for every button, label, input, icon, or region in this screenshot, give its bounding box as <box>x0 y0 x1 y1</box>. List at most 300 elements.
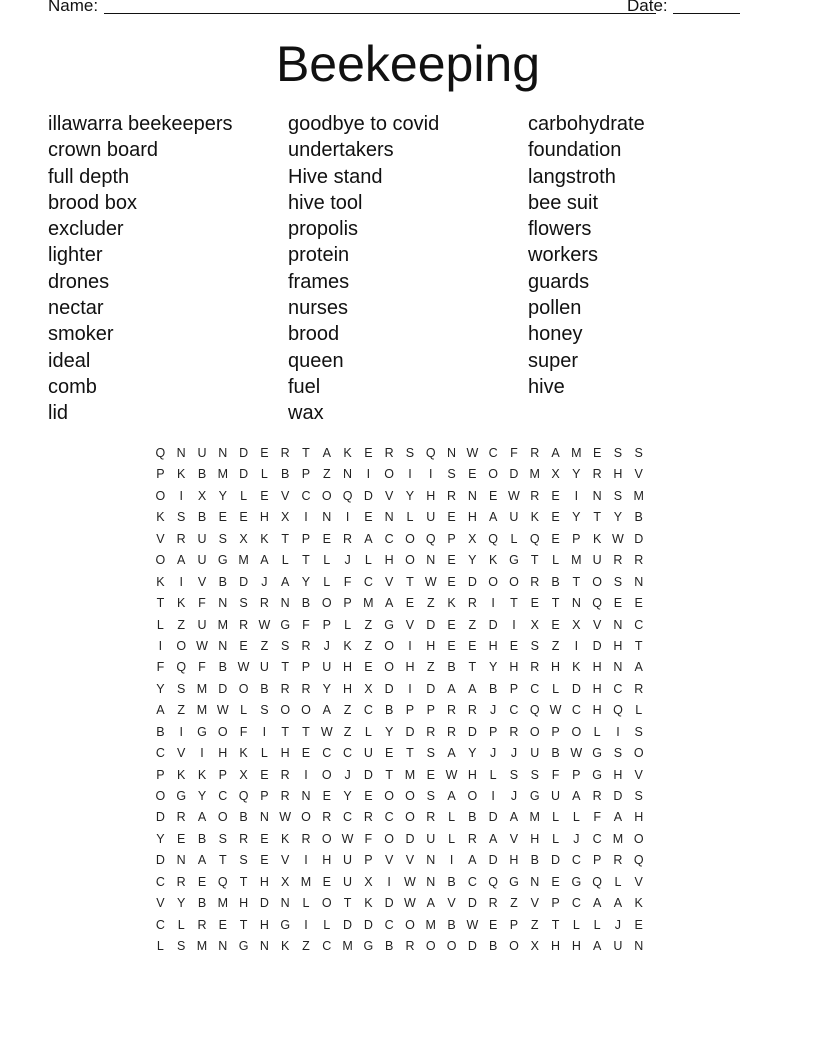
grid-letter[interactable]: M <box>633 488 644 503</box>
grid-letter[interactable]: L <box>552 810 560 825</box>
grid-letter[interactable]: O <box>446 939 457 954</box>
grid-letter[interactable]: E <box>509 638 519 653</box>
grid-letter[interactable]: E <box>260 831 269 846</box>
grid-letter[interactable]: W <box>258 617 271 632</box>
grid-letter[interactable]: B <box>551 746 560 761</box>
name-blank-line[interactable] <box>104 0 656 14</box>
grid-letter[interactable]: I <box>179 574 183 589</box>
grid-letter[interactable]: C <box>530 681 540 696</box>
grid-letter[interactable]: X <box>572 617 581 632</box>
grid-letter[interactable]: P <box>551 724 560 739</box>
grid-letter[interactable]: D <box>467 724 477 739</box>
grid-letter[interactable]: E <box>177 831 186 846</box>
grid-letter[interactable]: M <box>363 596 374 611</box>
grid-letter[interactable]: O <box>384 467 395 482</box>
grid-letter[interactable]: D <box>405 831 415 846</box>
grid-letter[interactable]: C <box>571 703 581 718</box>
grid-letter[interactable]: U <box>343 853 353 868</box>
grid-letter[interactable]: O <box>321 488 332 503</box>
grid-letter[interactable]: Y <box>301 574 311 589</box>
grid-letter[interactable]: J <box>573 831 580 846</box>
grid-letter[interactable]: G <box>571 874 582 889</box>
grid-letter[interactable]: R <box>467 596 477 611</box>
grid-letter[interactable]: C <box>613 681 623 696</box>
grid-letter[interactable]: F <box>343 574 352 589</box>
grid-letter[interactable]: B <box>156 724 165 739</box>
grid-letter[interactable]: O <box>488 574 499 589</box>
grid-letter[interactable]: D <box>363 488 373 503</box>
grid-letter[interactable]: E <box>551 874 560 889</box>
grid-letter[interactable]: T <box>281 531 289 546</box>
grid-letter[interactable]: B <box>384 703 394 718</box>
grid-letter[interactable]: Z <box>302 939 310 954</box>
grid-letter[interactable]: Z <box>260 638 269 653</box>
grid-letter[interactable]: C <box>155 874 165 889</box>
grid-letter[interactable]: P <box>156 467 165 482</box>
grid-letter[interactable]: H <box>571 939 581 954</box>
grid-letter[interactable]: E <box>239 638 248 653</box>
grid-letter[interactable]: Q <box>592 874 602 889</box>
grid-letter[interactable]: B <box>551 574 560 589</box>
grid-letter[interactable]: P <box>509 681 519 696</box>
grid-letter[interactable]: P <box>156 767 165 782</box>
grid-letter[interactable]: M <box>217 617 228 632</box>
grid-letter[interactable]: J <box>490 746 497 761</box>
grid-letter[interactable]: E <box>364 789 373 803</box>
grid-letter[interactable]: Z <box>468 617 477 632</box>
grid-letter[interactable]: V <box>405 617 415 632</box>
grid-letter[interactable]: X <box>364 874 373 889</box>
grid-letter[interactable]: P <box>488 724 498 739</box>
grid-letter[interactable]: E <box>447 553 456 568</box>
grid-letter[interactable]: S <box>177 939 186 954</box>
grid-letter[interactable]: N <box>426 874 436 889</box>
grid-letter[interactable]: R <box>301 681 311 696</box>
grid-letter[interactable]: K <box>343 446 352 460</box>
grid-letter[interactable]: D <box>218 681 228 696</box>
grid-letter[interactable]: N <box>426 853 436 868</box>
grid-letter[interactable]: M <box>425 917 436 932</box>
grid-letter[interactable]: S <box>634 446 643 460</box>
grid-letter[interactable]: C <box>218 789 228 803</box>
grid-letter[interactable]: N <box>176 853 186 868</box>
grid-letter[interactable]: D <box>467 896 477 911</box>
grid-letter[interactable]: I <box>616 724 620 739</box>
grid-letter[interactable]: D <box>467 939 477 954</box>
grid-letter[interactable]: S <box>613 446 623 460</box>
grid-letter[interactable]: J <box>323 638 330 653</box>
grid-letter[interactable]: Z <box>530 917 539 932</box>
grid-letter[interactable]: C <box>509 703 519 718</box>
grid-letter[interactable]: L <box>156 939 164 954</box>
grid-letter[interactable]: R <box>634 681 644 696</box>
grid-letter[interactable]: L <box>364 724 372 739</box>
grid-letter[interactable]: W <box>320 724 333 739</box>
grid-letter[interactable]: V <box>177 746 186 761</box>
grid-letter[interactable]: C <box>155 746 165 761</box>
grid-letter[interactable]: B <box>197 467 207 482</box>
grid-letter[interactable]: A <box>613 896 623 911</box>
grid-letter[interactable]: S <box>177 681 186 696</box>
grid-letter[interactable]: H <box>634 810 644 825</box>
grid-letter[interactable]: P <box>322 617 331 632</box>
grid-letter[interactable]: R <box>467 703 477 718</box>
grid-letter[interactable]: M <box>196 681 208 696</box>
grid-letter[interactable]: E <box>447 617 456 632</box>
grid-letter[interactable]: E <box>488 917 498 932</box>
grid-letter[interactable]: Y <box>613 510 623 525</box>
grid-letter[interactable]: R <box>613 553 623 568</box>
grid-letter[interactable]: L <box>302 896 310 911</box>
grid-letter[interactable]: B <box>384 939 394 954</box>
grid-letter[interactable]: I <box>262 724 267 739</box>
grid-letter[interactable]: G <box>509 874 519 889</box>
grid-letter[interactable]: S <box>530 638 539 653</box>
grid-letter[interactable]: T <box>302 724 310 739</box>
grid-letter[interactable]: A <box>322 703 331 718</box>
grid-letter[interactable]: C <box>592 831 602 846</box>
grid-letter[interactable]: K <box>592 531 602 546</box>
grid-letter[interactable]: B <box>488 939 498 954</box>
grid-letter[interactable]: A <box>634 660 643 675</box>
grid-letter[interactable]: T <box>468 660 477 675</box>
grid-letter[interactable]: K <box>488 553 498 568</box>
grid-letter[interactable]: T <box>156 596 165 611</box>
grid-letter[interactable]: L <box>240 703 248 718</box>
grid-letter[interactable]: I <box>158 638 163 653</box>
grid-letter[interactable]: S <box>177 510 186 525</box>
grid-letter[interactable]: B <box>218 574 227 589</box>
grid-letter[interactable]: G <box>384 617 395 632</box>
grid-letter[interactable]: W <box>196 638 208 653</box>
grid-letter[interactable]: Q <box>155 446 166 460</box>
grid-letter[interactable]: O <box>321 831 332 846</box>
grid-letter[interactable]: E <box>468 638 477 653</box>
grid-letter[interactable]: O <box>509 939 519 954</box>
grid-letter[interactable]: E <box>447 574 456 589</box>
grid-letter[interactable]: U <box>426 510 436 525</box>
grid-letter[interactable]: M <box>571 446 582 460</box>
grid-letter[interactable]: R <box>176 810 186 825</box>
grid-letter[interactable]: I <box>304 917 308 932</box>
grid-letter[interactable]: H <box>343 681 353 696</box>
grid-letter[interactable]: R <box>280 767 290 782</box>
grid-letter[interactable]: E <box>301 746 311 761</box>
grid-letter[interactable]: E <box>592 446 602 460</box>
grid-letter[interactable]: M <box>217 467 228 482</box>
grid-letter[interactable]: D <box>571 681 581 696</box>
grid-letter[interactable]: H <box>592 703 602 718</box>
grid-letter[interactable]: N <box>301 789 311 803</box>
grid-letter[interactable]: R <box>467 831 477 846</box>
grid-letter[interactable]: I <box>574 638 579 653</box>
grid-letter[interactable]: P <box>218 767 227 782</box>
grid-letter[interactable]: Y <box>468 553 477 568</box>
grid-letter[interactable]: N <box>613 660 623 675</box>
grid-letter[interactable]: E <box>260 488 269 503</box>
grid-letter[interactable]: W <box>466 917 479 932</box>
grid-letter[interactable]: B <box>530 853 539 868</box>
grid-letter[interactable]: B <box>281 467 290 482</box>
grid-letter[interactable]: Q <box>238 789 249 803</box>
grid-letter[interactable]: Q <box>176 660 187 675</box>
grid-letter[interactable]: D <box>426 617 436 632</box>
grid-letter[interactable]: A <box>281 574 290 589</box>
grid-letter[interactable]: R <box>259 596 269 611</box>
grid-letter[interactable]: O <box>405 917 415 932</box>
grid-letter[interactable]: D <box>155 810 165 825</box>
grid-letter[interactable]: W <box>570 746 583 761</box>
grid-letter[interactable]: O <box>592 574 602 589</box>
grid-letter[interactable]: Z <box>364 638 373 653</box>
grid-letter[interactable]: H <box>218 746 228 761</box>
grid-letter[interactable]: W <box>612 531 624 546</box>
grid-letter[interactable]: L <box>448 810 456 825</box>
grid-letter[interactable]: P <box>572 531 581 546</box>
grid-letter[interactable]: E <box>260 446 269 460</box>
grid-letter[interactable]: W <box>549 703 562 718</box>
grid-letter[interactable]: H <box>259 510 269 525</box>
grid-letter[interactable]: D <box>239 574 249 589</box>
grid-letter[interactable]: O <box>321 896 332 911</box>
grid-letter[interactable]: R <box>301 831 311 846</box>
grid-letter[interactable]: O <box>571 724 582 739</box>
grid-letter[interactable]: C <box>571 896 581 911</box>
grid-letter[interactable]: O <box>384 831 395 846</box>
grid-letter[interactable]: A <box>447 681 456 696</box>
grid-letter[interactable]: T <box>572 574 581 589</box>
grid-letter[interactable]: P <box>260 789 269 803</box>
grid-letter[interactable]: S <box>634 724 643 739</box>
grid-letter[interactable]: N <box>447 446 457 460</box>
grid-letter[interactable]: N <box>384 510 394 525</box>
grid-letter[interactable]: S <box>426 789 435 803</box>
grid-letter[interactable]: B <box>197 510 207 525</box>
grid-letter[interactable]: N <box>426 553 436 568</box>
grid-letter[interactable]: R <box>280 446 290 460</box>
grid-letter[interactable]: K <box>260 531 269 546</box>
grid-letter[interactable]: C <box>155 917 165 932</box>
grid-letter[interactable]: I <box>491 789 495 803</box>
grid-letter[interactable]: S <box>426 746 435 761</box>
grid-letter[interactable]: Y <box>572 467 581 482</box>
grid-letter[interactable]: L <box>323 574 331 589</box>
grid-letter[interactable]: H <box>426 638 436 653</box>
grid-letter[interactable]: Q <box>425 446 436 460</box>
grid-letter[interactable]: V <box>509 831 519 846</box>
grid-letter[interactable]: C <box>322 939 332 954</box>
grid-letter[interactable]: E <box>260 767 269 782</box>
grid-letter[interactable]: W <box>216 703 229 718</box>
grid-letter[interactable]: E <box>197 874 207 889</box>
grid-letter[interactable]: E <box>218 917 227 932</box>
grid-letter[interactable]: F <box>239 724 248 739</box>
grid-letter[interactable]: X <box>530 939 539 954</box>
grid-letter[interactable]: R <box>239 617 249 632</box>
grid-letter[interactable]: F <box>198 596 206 611</box>
grid-letter[interactable]: L <box>552 831 560 846</box>
grid-letter[interactable]: V <box>281 853 290 868</box>
grid-letter[interactable]: V <box>592 617 602 632</box>
grid-letter[interactable]: U <box>197 617 207 632</box>
grid-letter[interactable]: P <box>447 531 456 546</box>
grid-letter[interactable]: M <box>196 939 208 954</box>
grid-letter[interactable]: P <box>572 767 581 782</box>
grid-letter[interactable]: O <box>405 553 415 568</box>
grid-letter[interactable]: Z <box>177 617 186 632</box>
grid-letter[interactable]: U <box>322 660 332 675</box>
grid-letter[interactable]: H <box>530 831 540 846</box>
grid-letter[interactable]: S <box>613 488 623 503</box>
grid-letter[interactable]: Y <box>405 488 415 503</box>
grid-letter[interactable]: J <box>510 789 518 803</box>
grid-letter[interactable]: R <box>280 681 290 696</box>
grid-letter[interactable]: W <box>404 896 416 911</box>
grid-letter[interactable]: K <box>447 596 456 611</box>
grid-letter[interactable]: W <box>508 488 520 503</box>
grid-letter[interactable]: L <box>635 703 643 718</box>
grid-letter[interactable]: A <box>447 789 456 803</box>
grid-letter[interactable]: L <box>281 553 289 568</box>
grid-letter[interactable]: N <box>218 939 228 954</box>
grid-letter[interactable]: T <box>302 553 310 568</box>
grid-letter[interactable]: S <box>634 789 643 803</box>
grid-letter[interactable]: B <box>197 896 207 911</box>
grid-letter[interactable]: N <box>634 574 644 589</box>
grid-letter[interactable]: L <box>406 510 414 525</box>
grid-letter[interactable]: A <box>447 746 456 761</box>
grid-letter[interactable]: K <box>634 896 643 911</box>
grid-letter[interactable]: E <box>426 767 435 782</box>
grid-letter[interactable]: Z <box>426 660 435 675</box>
grid-letter[interactable]: K <box>156 510 165 525</box>
grid-letter[interactable]: E <box>551 531 560 546</box>
grid-letter[interactable]: N <box>218 638 228 653</box>
grid-letter[interactable]: H <box>405 660 415 675</box>
grid-letter[interactable]: H <box>467 510 477 525</box>
grid-letter[interactable]: N <box>280 896 290 911</box>
grid-letter[interactable]: T <box>406 746 414 761</box>
grid-letter[interactable]: O <box>155 488 166 503</box>
grid-letter[interactable]: A <box>488 831 498 846</box>
grid-letter[interactable]: O <box>633 831 644 846</box>
grid-letter[interactable]: T <box>551 917 560 932</box>
grid-letter[interactable]: E <box>447 638 456 653</box>
grid-letter[interactable]: E <box>447 510 456 525</box>
grid-letter[interactable]: L <box>489 767 497 782</box>
grid-letter[interactable]: Q <box>529 531 540 546</box>
grid-letter[interactable]: W <box>404 874 416 889</box>
grid-letter[interactable]: C <box>488 446 498 460</box>
grid-letter[interactable]: V <box>634 874 643 889</box>
grid-letter[interactable]: A <box>197 853 207 868</box>
grid-letter[interactable]: C <box>384 917 394 932</box>
grid-letter[interactable]: B <box>447 874 456 889</box>
grid-letter[interactable]: K <box>530 510 539 525</box>
grid-letter[interactable]: I <box>304 510 308 525</box>
grid-letter[interactable]: V <box>530 896 539 911</box>
grid-letter[interactable]: A <box>592 939 602 954</box>
grid-letter[interactable]: O <box>217 810 228 825</box>
grid-letter[interactable]: I <box>366 467 371 482</box>
grid-letter[interactable]: R <box>488 896 498 911</box>
grid-letter[interactable]: R <box>509 724 519 739</box>
grid-letter[interactable]: N <box>218 596 228 611</box>
grid-letter[interactable]: M <box>196 703 208 718</box>
grid-letter[interactable]: D <box>488 617 498 632</box>
grid-letter[interactable]: W <box>341 831 354 846</box>
grid-letter[interactable]: M <box>238 553 249 568</box>
grid-letter[interactable]: U <box>197 553 207 568</box>
grid-letter[interactable]: Z <box>364 617 373 632</box>
grid-letter[interactable]: E <box>364 510 373 525</box>
grid-letter[interactable]: D <box>259 896 269 911</box>
grid-letter[interactable]: S <box>260 703 269 718</box>
grid-letter[interactable]: W <box>279 810 292 825</box>
grid-letter[interactable]: P <box>343 596 352 611</box>
grid-letter[interactable]: Y <box>177 896 186 911</box>
grid-letter[interactable]: P <box>301 467 311 482</box>
grid-letter[interactable]: E <box>322 531 331 546</box>
grid-letter[interactable]: I <box>408 467 412 482</box>
grid-letter[interactable]: L <box>260 746 268 761</box>
grid-letter[interactable]: B <box>218 660 227 675</box>
grid-letter[interactable]: V <box>384 853 394 868</box>
grid-letter[interactable]: I <box>304 853 308 868</box>
grid-letter[interactable]: D <box>363 917 373 932</box>
grid-letter[interactable]: O <box>280 703 291 718</box>
grid-letter[interactable]: T <box>343 896 352 911</box>
grid-letter[interactable]: N <box>218 446 228 460</box>
grid-letter[interactable]: X <box>197 488 207 503</box>
grid-letter[interactable]: R <box>613 853 623 868</box>
grid-letter[interactable]: R <box>530 574 540 589</box>
grid-letter[interactable]: Z <box>426 596 435 611</box>
grid-letter[interactable]: Z <box>551 638 560 653</box>
grid-letter[interactable]: L <box>510 531 518 546</box>
grid-letter[interactable]: J <box>261 574 268 589</box>
grid-letter[interactable]: H <box>322 853 332 868</box>
grid-letter[interactable]: C <box>384 810 394 825</box>
grid-letter[interactable]: H <box>509 853 519 868</box>
grid-letter[interactable]: H <box>259 917 269 932</box>
grid-letter[interactable]: I <box>449 853 454 868</box>
grid-letter[interactable]: A <box>322 446 331 460</box>
grid-letter[interactable]: R <box>197 917 207 932</box>
grid-letter[interactable]: L <box>177 917 185 932</box>
grid-letter[interactable]: H <box>613 467 623 482</box>
grid-letter[interactable]: J <box>344 767 351 782</box>
grid-letter[interactable]: F <box>302 617 310 632</box>
grid-letter[interactable]: O <box>321 596 332 611</box>
grid-letter[interactable]: N <box>467 488 477 503</box>
grid-letter[interactable]: U <box>551 789 561 803</box>
grid-letter[interactable]: H <box>343 660 353 675</box>
grid-letter[interactable]: U <box>197 531 207 546</box>
grid-letter[interactable]: Y <box>343 789 352 803</box>
grid-letter[interactable]: E <box>634 596 643 611</box>
grid-letter[interactable]: X <box>281 874 290 889</box>
grid-letter[interactable]: U <box>613 939 623 954</box>
grid-letter[interactable]: R <box>343 531 353 546</box>
grid-letter[interactable]: R <box>447 703 457 718</box>
grid-letter[interactable]: T <box>510 596 518 611</box>
grid-letter[interactable]: G <box>238 939 249 954</box>
grid-letter[interactable]: C <box>363 574 373 589</box>
grid-letter[interactable]: N <box>259 810 269 825</box>
grid-letter[interactable]: F <box>510 446 518 460</box>
grid-letter[interactable]: R <box>530 660 540 675</box>
